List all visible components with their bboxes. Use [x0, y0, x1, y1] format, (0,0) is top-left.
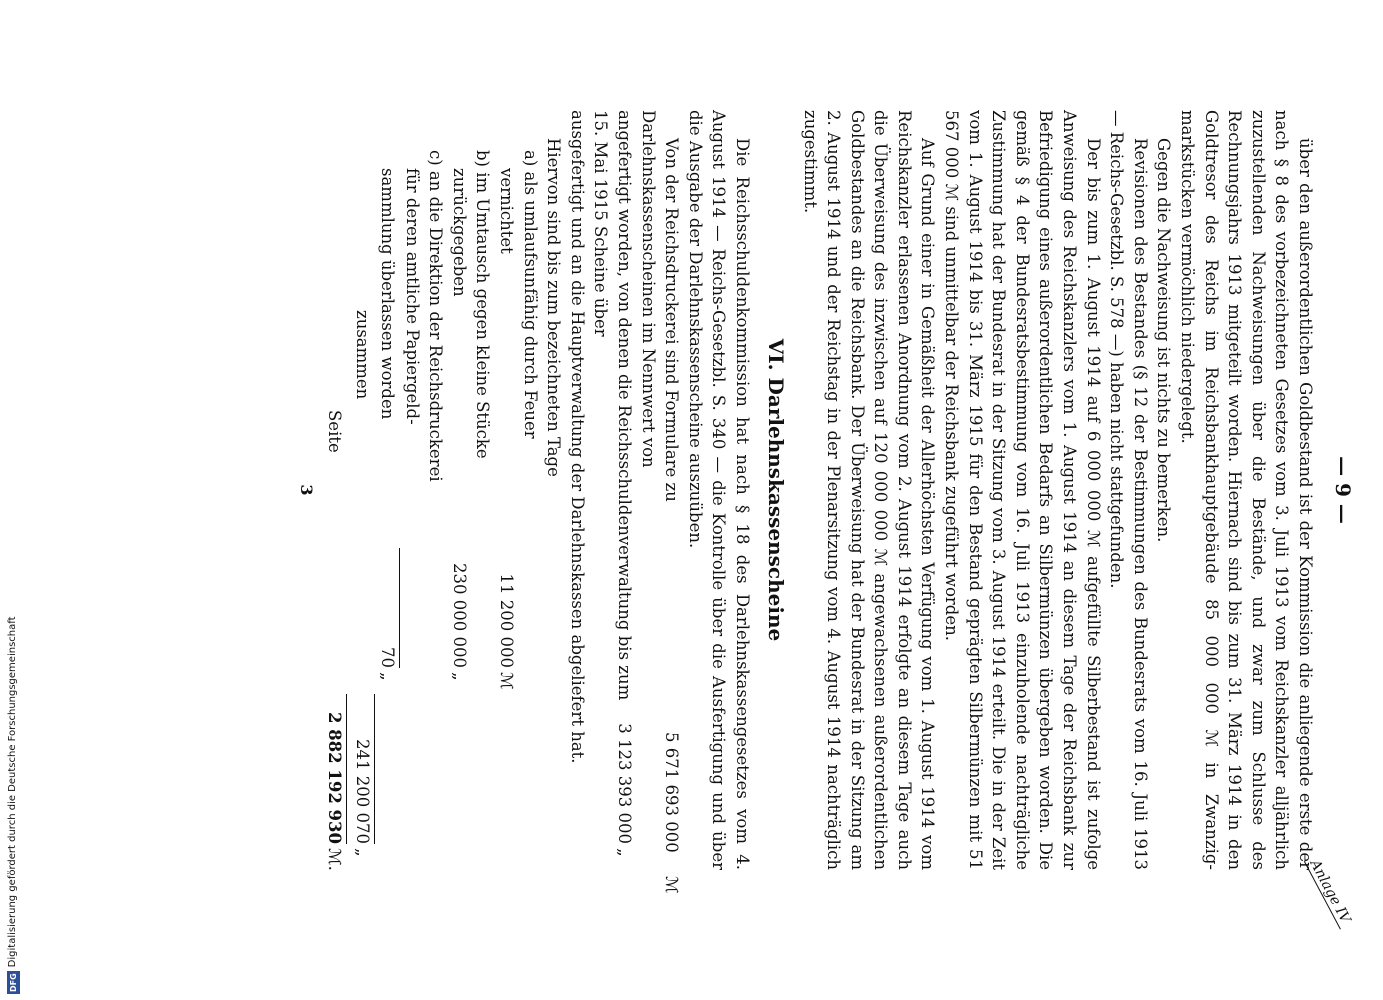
total-amount: 241 200 070: [351, 694, 376, 844]
item-b-unit: „: [449, 672, 469, 681]
item-b-line1: [471, 110, 495, 870]
item-b-label: b) im Umtausch gegen kleine Stücke: [473, 150, 493, 459]
signature-mark: 3: [297, 484, 317, 496]
paragraph-revisions: Revisionen des Bestandes (§ 12 der Bestimmungen des Bundesrats vom 16. Juli 1913 — Reichs-Gesetzbl. S. 578 —) haben nicht stattgefunden.: [1107, 110, 1150, 870]
item-a-label-b: vernichtet: [497, 168, 516, 254]
subheading: Hiervon sind bis zum bezeichneten Tage: [544, 138, 564, 477]
item-c-line2: [400, 110, 424, 870]
total-row: [351, 110, 376, 870]
page-total-amount: 2 882 192 930: [322, 694, 347, 844]
item-c-label: c) an die Direktion der Reichsdruckerei: [426, 150, 446, 482]
paragraph-no-remarks: Gegen die Nachweisung ist nichts zu bemerken.: [1154, 138, 1174, 543]
item-c-label-c: sammlung überlassen worden: [378, 168, 398, 420]
total-unit: „: [353, 848, 373, 857]
item-a-line1: [518, 110, 542, 870]
page-number: — 9 —: [1331, 456, 1355, 524]
footer-text: Digitalisierung gefördert durch die Deutsche Forschungsgemeinschaft: [7, 616, 18, 968]
page-total-row: [322, 110, 347, 870]
delivered-tail: ausgefertigt und an die Hauptverwaltung der Darlehnskassen abgeliefert hat.: [567, 110, 587, 764]
item-b-amount: 230 000 000: [449, 563, 469, 668]
item-c-unit: „: [378, 672, 398, 681]
item-a-line2: [494, 110, 518, 870]
footer: [0, 0, 26, 1000]
item-b-label-b: zurückgegeben: [449, 168, 469, 297]
item-a-label: a) als umlaufsunfähig durch Feuer: [520, 150, 540, 439]
item-a-unit: ℳ: [497, 672, 516, 690]
page-label: Seite: [324, 410, 344, 453]
item-b-line2: [447, 110, 471, 870]
item-c-line3: [375, 110, 400, 870]
printing-text: Von der Reichsdruckerei sind Formulare zu Darlehnskassenscheinen im Nennwert von: [638, 110, 682, 502]
item-c-line1: [424, 110, 448, 870]
delivered-unit: „: [614, 848, 634, 857]
page-total-unit: ℳ.: [324, 848, 344, 871]
total-label: zusammen: [353, 310, 373, 400]
item-a-amount: 11 200 000: [497, 573, 516, 668]
printing-row: [636, 110, 683, 894]
delivered-text: angefertigt worden, von denen die Reichsschuldenverwaltung bis zum 15. Mai 1915 Scheine über: [591, 110, 634, 701]
dfg-logo: DFG: [8, 973, 18, 992]
printing-unit: ℳ: [662, 876, 682, 894]
item-c-amount: 70: [375, 548, 400, 668]
section-heading: VI. Darlehnskassenscheine: [763, 338, 788, 642]
delivered-amount: 3 123 393 000: [614, 723, 634, 844]
printing-amount: 5 671 693 000: [662, 732, 682, 853]
paragraph-silver-reserve: Der bis zum 1. August 1914 auf 6 000 000 ℳ aufgefüllte Silberbestand ist zufolge Anweisung des Reichskanzlers vom 1. August 1914 an diesem Tage der Reichsbank zur Befriedigung eines außerordentlichen Bedarfs an Silbermünzen übergeben worden. Die gemäß § 4 der Bundesratsbestimmung vom 16. Juli 1913 einzuholende nachträgliche Zustimmung hat der Bundesrat in der Sitzung vom 3. August 1914 erteilt. Die in der Zeit vom 1. August 1914 bis 31. März 1915 für den Bestand geprägten Silbermünzen mit 51 567 000 ℳ sind unmittelbar der Reichsbank zugeführt worden.: [942, 110, 1103, 870]
item-c-label-b: für deren amtliche Papiergeld-: [402, 168, 422, 425]
paragraph-gold-reserve: über den außerordentlichen Goldbestand ist der Kommission die anliegende erste der nach § 8 des vorbezeichneten Gesetzes vom 3. Juli 1913 vom Reichskanzler alljährlich zuzustellenden Nachweisungen über die Bestände, und zwar zum Schlusse des Rechnungsjahrs 1913 mitgeteilt worden. Hiernach sind bis zum 31. März 1914 in den Goldtresor des Reichs im Reichsbankhauptgebäude 85 000 000 ℳ in Zwanzig-markstücken vermöchlich niedergelegt.: [1178, 110, 1315, 870]
annex-stamp: Anlage IV: [1304, 853, 1355, 929]
section-intro: Die Reichsschuldenkommission hat nach § 18 des Darlehnskassengesetzes vom 4. August 1914 — Reichs-Gesetzbl. S. 340 — die Kontrolle über die Ausfertigung und über die Ausgabe der Darlehnskassenscheine auszuüben.: [685, 110, 752, 870]
delivered-row: [589, 110, 636, 870]
paragraph-transfer: Auf Grund einer in Gemäßheit der Allerhöchsten Verfügung vom 1. August 1914 vom Reichskanzler erlassenen Anordnung vom 2. August 1914 erfolgte an diesem Tage auch die Überweisung des inzwischen auf 120 000 000 ℳ angewachsenen außerordentlichen Goldbestandes an die Reichsbank. Der Überweisung hat der Bundesrat in der Sitzung am 2. August 1914 und der Reichstag in der Plenarsitzung vom 4. August 1914 nachträglich zugestimmt.: [800, 110, 938, 870]
